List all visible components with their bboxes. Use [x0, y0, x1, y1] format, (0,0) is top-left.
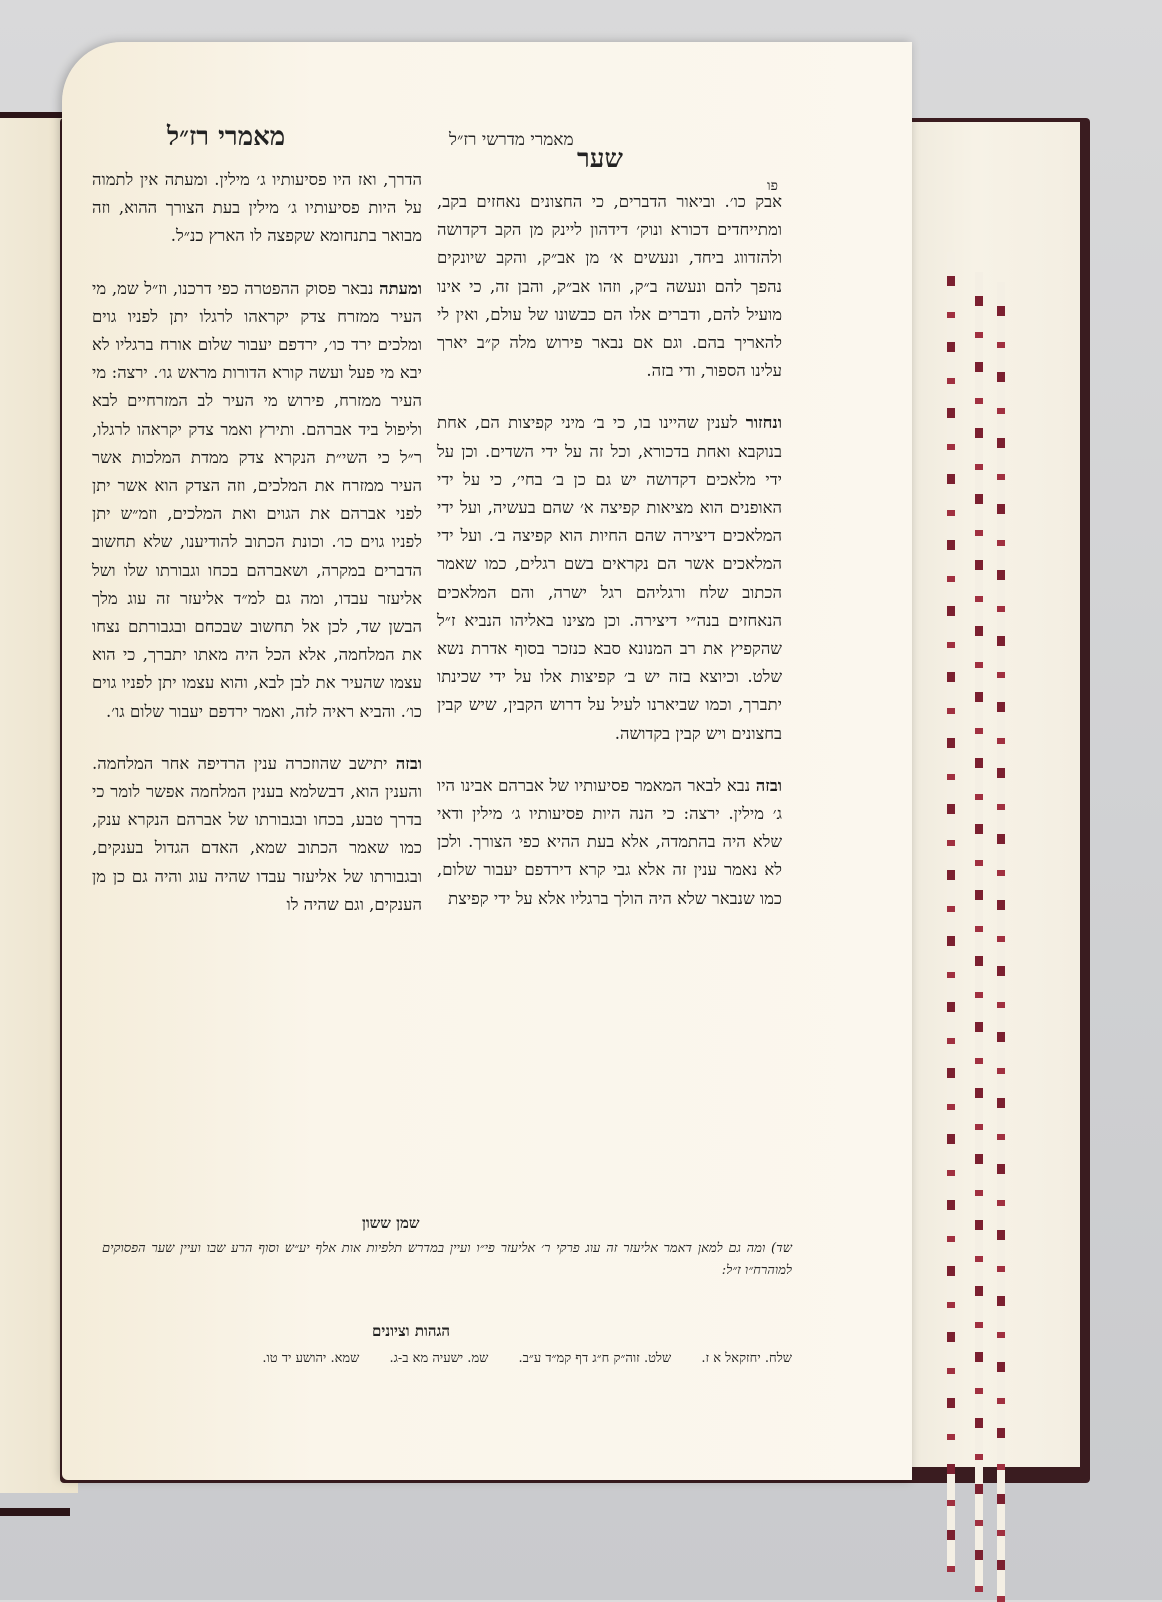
footnotes-title: שמן ששון [362, 1214, 420, 1232]
right-column [437, 188, 782, 937]
left-column [92, 166, 422, 943]
references-title: הגהות וציונים [372, 1322, 451, 1340]
page-edge-stripe [947, 252, 955, 1572]
paragraph-text: יתישב שהוזכרה ענין הרדיפה אחר המלחמה. והענין הוא, דבשלמא בענין המלחמה אפשר לומר כי בדרך טבע, בכחו ובגבורתו של אברהם הנקרא ענק, כמו שאמר הכתוב שמא, האדם הגדול בענקים, ובגבורתו של אליעזר עבדו שהיה עוג והיה גם כן מן הענקים, וגם שהיה לו [92, 753, 422, 914]
paragraph [437, 772, 782, 913]
reference-item: שמ. ישעיה מא ב-ג. [389, 1351, 489, 1366]
paragraph [437, 188, 782, 385]
paragraph-text: לענין שהיינו בו, כי ב׳ מיני קפיצות הם, אחת בנוקבא ואחת בדכורא, וכל זה על ידי השדים. וכן על ידי מלאכים דקדושה יש גם כן ב׳ בחי׳, כי על ידי האופנים הוא מציאות קפיצה א׳ שהם בעשיה, ועל ידי המלאכים דיצירה שהם החיות הוא קפיצה ב׳. ועל ידי המלאכים אשר הם נקראים בשם רגלים, כמו שאמר הכתוב שלח ורגליהם רגל ישרה, והם המלאכים הנאחזים בנה״י דיצירה. וכן מצינו באליהו הנביא ז״ל שהקפיץ את רב המנונא סבא כנזכר בסוף אדרת נשא שלט. וכיוצא בזה יש ב׳ קפיצות אלו על ידי שכינתו יתברך, וכמו שביארנו לעיל על דרוש הקבין, שיש קבין בחצונים ויש קבין בקדושה. [437, 413, 782, 743]
page-edge-stripe [997, 282, 1005, 1602]
paragraph [437, 409, 782, 747]
references-list [92, 1348, 792, 1370]
header-title-left: מאמרי רז״ל [167, 122, 286, 152]
paragraph-lead: ובזה [395, 753, 422, 773]
reference-item: שמא. יהושע יד טו. [262, 1351, 360, 1366]
page-edges [905, 122, 1080, 1467]
paragraph-text: אבק כו׳. וביאור הדברים, כי החצונים נאחזים בקב, ומתייחדים דכורא ונוק׳ דידהון ליינק מן הקב דקדושה ולהזדווג ביחד, ונעשים א׳ מן אב״ק, והקב שיונקים נהפך להם ונעשה ב״ק, וזהו אב״ק, והבן זה, כי אינו מועיל להם, ודברים אלו הם כבשונו של עולם, ואין לי להאריך בהם. וגם אם נבאר פירוש מלה ק״ב יארך עלינו הספור, ודי בזה. [437, 192, 782, 381]
footnote-text: שד) ומה גם למאן דאמר אליעזר זה עוג פרקי ר׳ אליעזר פי״ו ועיין במדרש תלפיות אות אלף יע״ש וסוף הרע שבו ועיין שער הפסוקים למוהרח״ו ז״ל: [102, 1241, 792, 1278]
book-page [62, 42, 912, 1480]
paragraph [92, 750, 422, 919]
page-edge-stripe [975, 272, 983, 1592]
paragraph-lead: ובזה [755, 775, 782, 795]
header-title-right: שער [577, 144, 623, 174]
header-title-mid: מאמרי מדרשי רז״ל [449, 130, 574, 150]
paragraph-text: הדרך, ואז היו פסיעותיו ג׳ מילין. ומעתה אין לתמוה על היות פסיעותיו ג׳ מילין בעת הצורך ההוא, וזה מבואר בתנחומא שקפצה לו הארץ כנ״ל. [92, 170, 422, 246]
page-number: פו [767, 178, 778, 194]
paragraph-text: נבאר פסוק ההפטרה כפי דרכנו, וז״ל שמ, מי העיר ממזרח צדק יקראהו לרגלו יתן לפניו גוים ומלכים ירד כו׳, ירדפם יעבור שלום אורח ברגליו לא יבא מי פעל ועשה קורא הדורות מראש גו׳. ירצה: מי העיר ממזרח, פירוש מי העיר לב המזרחיים לבא וליפול ביד אברהם. ותירץ ואמר צדק יקראהו לרגלו, ר״ל כי השי״ת הנקרא צדק ממדת המלכות אשר העיר ממזרח את המלכים, וזה הצדק הוא אשר יתן לפני אברהם את הגוים ואת המלכים, וזמ״ש יתן לפניו גוים כו׳. וכונת הכתוב להודיענו, שלא תחשוב הדברים במקרה, ושאברהם בכחו וגבורתו שלו ושל אליעזר עבדו, ומה גם למ״ד אליעזר זה עוג מלך הבשן שד, לכן אל תחשוב שבכחם ובגבורתם נצחו את המלחמה, אלא הכל היה מאתו יתברך, כי הוא עצמו שהעיר את לבן לבא, והוא עצמו יתן לפניו גוים כו׳. והביא ראיה לזה, ואמר ירדפם יעבור שלום גו׳. [92, 278, 422, 721]
reference-item: שלח. יחזקאל א ז. [701, 1351, 792, 1366]
paragraph-text: נבא לבאר המאמר פסיעותיו של אברהם אבינו היו ג׳ מילין. ירצה: כי הנה היות פסיעותיו ג׳ מילין ודאי שלא היה בהתמדה, אלא בעת ההיא כפי הצורך. ולכן לא נאמר ענין זה אלא גבי קרא דירדפם יעבור שלום, כמו שנבאר שלא היה הולך ברגליו אלא על ידי קפיצת [437, 775, 782, 908]
paragraph-lead: ומעתה [379, 278, 422, 298]
paragraph-lead: ונחזור [745, 413, 782, 433]
paragraph [92, 166, 422, 251]
reference-item: שלט. זוה״ק ח״ג דף קמ״ד ע״ב. [518, 1351, 672, 1366]
paragraph [92, 275, 422, 726]
